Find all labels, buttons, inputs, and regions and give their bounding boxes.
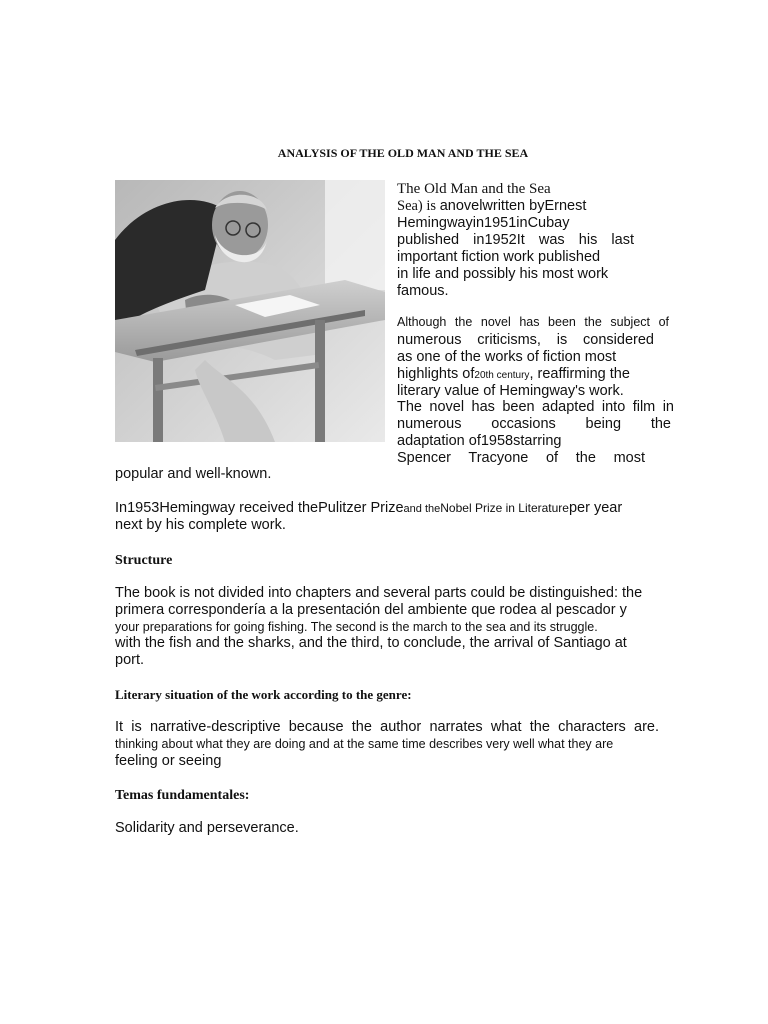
structure-line-1: The book is not divided into chapters and several parts could be distinguished: the (115, 585, 643, 601)
structure-line-4: with the fish and the sharks, and the third, to conclude, the arrival of Santiago at (115, 635, 627, 651)
para2-line-4c: , reaffirming the (529, 366, 630, 382)
structure-line-2: primera correspondería a la presentación del ambiente que rodea al pescador y (115, 602, 627, 618)
intro-line-6: in life and possibly his most work (397, 266, 609, 282)
para2-line-2: numerous criticisms, is considered (397, 332, 654, 348)
para3-line-2: next by his complete work. (115, 517, 286, 533)
novel-title-line: The Old Man and the Sea (397, 181, 551, 197)
para2-line-8: adaptation of1958starring (397, 433, 562, 449)
themes-heading: Temas fundamentales: (115, 788, 250, 803)
genre-heading: Literary situation of the work according to the genre: (115, 687, 412, 702)
themes-line-1: Solidarity and perseverance. (115, 820, 299, 836)
para2-line-10: popular and well-known. (115, 466, 272, 482)
para2-line-9: Spencer Tracyone of the most (397, 450, 645, 466)
author-photo (115, 180, 385, 442)
genre-line-1: It is narrative-descriptive because the author narrates what the characters are. (115, 719, 659, 735)
intro-line-4: published in1952It was his last (397, 232, 634, 248)
para2-line-7: numerous occasions being the (397, 416, 671, 432)
para2-line-4a: highlights of (397, 366, 475, 382)
para2-century: 20th century (474, 370, 530, 381)
page-title: ANALYSIS OF THE OLD MAN AND THE SEA (277, 146, 529, 160)
para2-line-6: The novel has been adapted into film in (397, 399, 674, 415)
para3-line-1a: In1953Hemingway received thePulitzer Prize (115, 500, 404, 516)
para3-line-1c: Nobel Prize in Literature (440, 501, 569, 515)
intro-line-2a: Sea) is (397, 198, 440, 214)
structure-line-5: port. (115, 652, 145, 668)
para2-line-1: Although the novel has been the subject of (397, 315, 669, 329)
para2-line-5: literary value of Hemingway's work. (397, 383, 624, 399)
author-photo-image (115, 180, 385, 442)
para3-line-1d: per year (568, 500, 623, 516)
structure-line-3: your preparations for going fishing. The second is the march to the sea and its struggle. (115, 620, 598, 634)
genre-line-2: thinking about what they are doing and at the same time describes very well what they are (115, 737, 614, 751)
genre-line-3: feeling or seeing (115, 753, 222, 769)
intro-line-3: Hemingwayin1951inCubay (397, 215, 570, 231)
para2-line-3: as one of the works of fiction most (397, 349, 617, 365)
intro-line-5: important fiction work published (397, 249, 601, 265)
structure-heading: Structure (115, 553, 173, 568)
para3-line-1b: and the (403, 503, 441, 515)
intro-line-7: famous. (397, 283, 449, 299)
intro-line-2b: anovelwritten byErnest (439, 198, 587, 214)
